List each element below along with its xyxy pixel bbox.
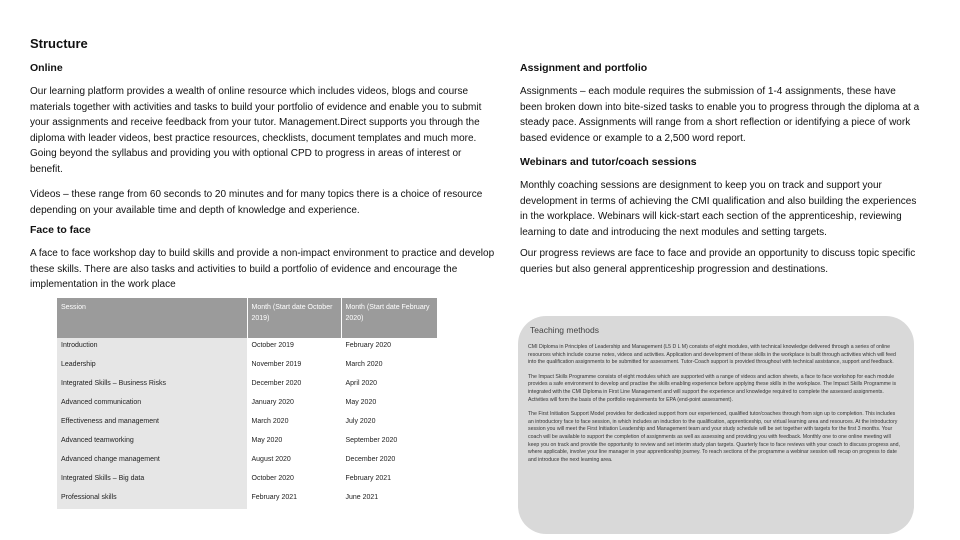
header-session: Session bbox=[57, 298, 247, 338]
start-feb-month: March 2020 bbox=[341, 357, 437, 376]
start-feb-month: May 2020 bbox=[341, 395, 437, 414]
table-row bbox=[57, 452, 437, 471]
face-to-face-heading: Face to face bbox=[30, 224, 91, 236]
start-oct-month: February 2021 bbox=[247, 490, 341, 509]
header-start-october: Month (Start date October 2019) bbox=[247, 298, 341, 338]
face-to-face-paragraph: A face to face workshop day to build skills and provide a non-impact environment to practice and develop these skills. There are also tasks and activities to build a portfolio of evidence and encourage the implementation in the work place bbox=[30, 248, 495, 290]
schedule-table bbox=[57, 298, 438, 528]
webinars-heading: Webinars and tutor/coach sessions bbox=[520, 156, 697, 168]
start-feb-month: December 2020 bbox=[341, 452, 437, 471]
table-row bbox=[57, 395, 437, 414]
teaching-methods-paragraph-1: CMI Diploma in Principles of Leadership and Management (L5 D L M) consists of eight modules, with technical knowledge delivered through a series of online resources which include course notes, videos and activities. Application and development of these skills in the workplace is built through activities which will feed into the qualification assignments to be submitted for assessment. Tutor-Coach support is provided throughout with technical assistance, support and feedback. bbox=[528, 344, 896, 366]
start-feb-month: February 2020 bbox=[341, 338, 437, 357]
teaching-methods-paragraph-3: The First Initiation Support Model provides for dedicated support from our experienced, qualified tutor/coaches through from sign up to completion. This includes an introductory face to face session, in which includes an induction to the qualification, apprenticeship, our virtual learning area and resources. At the introductory session you will meet the First Initiation Leadership and Management team and your study schedule will be set together with targets for the first 3 months. Your coach will be available to support the completion of assignments as well as assessing and providing you with feedback. Monthly one to one online meeting will keep you on track and provide the opportunity to review and set interim study plan targets. Quarterly face to face reviews with your coach to discuss progress and, where applicable, involve your line manager in your apprenticeship journey. To reach sections of the programme a webinar session will recap on progress to date and introduce the next learning area. bbox=[528, 411, 900, 463]
start-oct-month: December 2020 bbox=[247, 376, 341, 395]
assignment-paragraph: Assignments – each module requires the submission of 1-4 assignments, these have been broken down into bite-sized tasks to enable you to progress through the diploma at a steady pace. Assignments will range from a short reflection or identifying a piece of work based evidence or example to a 2,500 word report. bbox=[520, 86, 920, 144]
session-name: Integrated Skills – Business Risks bbox=[57, 376, 247, 395]
session-name: Introduction bbox=[57, 338, 247, 357]
start-oct-month: August 2020 bbox=[247, 452, 341, 471]
start-oct-month: May 2020 bbox=[247, 433, 341, 452]
table-row bbox=[57, 338, 437, 357]
teaching-methods-body bbox=[528, 344, 900, 471]
assignment-heading: Assignment and portfolio bbox=[520, 62, 648, 74]
table-row bbox=[57, 357, 437, 376]
teaching-methods-title: Teaching methods bbox=[530, 325, 599, 335]
session-name: Advanced communication bbox=[57, 395, 247, 414]
session-name: Integrated Skills – Big data bbox=[57, 471, 247, 490]
session-name: Leadership bbox=[57, 357, 247, 376]
start-oct-month: October 2020 bbox=[247, 471, 341, 490]
left-column bbox=[30, 62, 495, 293]
schedule-header-row bbox=[57, 298, 437, 338]
table-row bbox=[57, 433, 437, 452]
page-title: Structure bbox=[30, 36, 88, 51]
session-name: Effectiveness and management bbox=[57, 414, 247, 433]
online-paragraph-1: Our learning platform provides a wealth of online resource which includes videos, blogs and course materials together with activities and tasks to build your portfolio of evidence and enable you to submit your assignments and receive feedback from your tutor. Management.Direct supports you through the diploma with leader videos, best practice resources, checklists, document templates and much more. Going beyond the syllabus and providing you with optional CPD to progress in areas of interest or benefit. bbox=[30, 86, 482, 175]
webinars-paragraph-1: Monthly coaching sessions are designment to keep you on track and support your development in terms of achieving the CMI qualification and also building the experiences in the workplace. Webinars will kick-start each section of the apprenticeship, reviewing learning to date and introducing the next modules and setting targets. bbox=[520, 180, 917, 238]
start-oct-month: October 2019 bbox=[247, 338, 341, 357]
session-name: Advanced change management bbox=[57, 452, 247, 471]
start-feb-month: July 2020 bbox=[341, 414, 437, 433]
start-feb-month: September 2020 bbox=[341, 433, 437, 452]
header-start-february: Month (Start date February 2020) bbox=[341, 298, 437, 338]
session-name: Professional skills bbox=[57, 490, 247, 509]
webinars-paragraph-2: Our progress reviews are face to face and provide an opportunity to discuss topic specific queries but also general apprenticeship progression and destinations. bbox=[520, 248, 916, 275]
start-feb-month: June 2021 bbox=[341, 490, 437, 509]
start-oct-month: January 2020 bbox=[247, 395, 341, 414]
start-feb-month: April 2020 bbox=[341, 376, 437, 395]
right-column bbox=[520, 62, 920, 277]
session-name: Advanced teamworking bbox=[57, 433, 247, 452]
table-row bbox=[57, 471, 437, 490]
table-row bbox=[57, 376, 437, 395]
online-paragraph-2: Videos – these range from 60 seconds to 20 minutes and for many topics there is a choice of resource depending on your available time and depth of knowledge and experience. bbox=[30, 189, 483, 216]
start-feb-month: February 2021 bbox=[341, 471, 437, 490]
start-oct-month: March 2020 bbox=[247, 414, 341, 433]
table-row-empty bbox=[57, 509, 437, 528]
online-heading: Online bbox=[30, 62, 63, 74]
table-row bbox=[57, 414, 437, 433]
teaching-methods-paragraph-2: The Impact Skills Programme consists of eight modules which are supported with a range of videos and action sheets, a face to face workshop for each module provides a safe environment to develop and practise the skills enabling experience before applying these skills in the workplace. The Impact Skills Programme is integrated with the CMI Diploma in First Line Management and will support the experience and knowledge required to complete the assessed assignments. Activities will form the basis of the portfolio requirements for EPA (end-point assessment). bbox=[528, 373, 897, 403]
table-row bbox=[57, 490, 437, 509]
start-oct-month: November 2019 bbox=[247, 357, 341, 376]
